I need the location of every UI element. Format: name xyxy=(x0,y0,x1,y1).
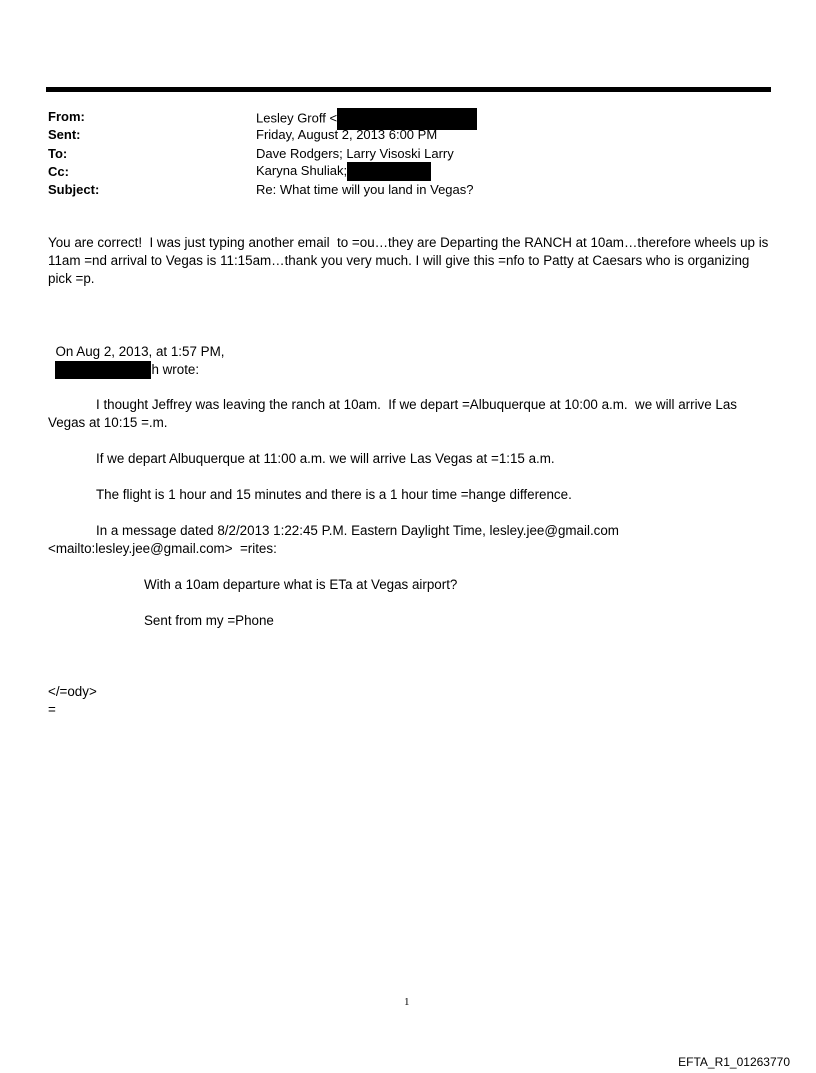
quoted-line: If we depart Albuquerque at 11:00 a.m. we will arrive Las Vegas at =1:15 a.m. xyxy=(96,451,555,466)
trailing-markup: </=ody> xyxy=(48,684,97,699)
trailing-markup: = xyxy=(48,702,56,717)
sent-value: Friday, August 2, 2013 6:00 PM xyxy=(256,127,438,142)
subject-value: Re: What time will you land in Vegas? xyxy=(256,182,474,197)
to-label: To: xyxy=(48,146,68,161)
from-label: From: xyxy=(48,109,85,124)
redaction-box xyxy=(347,162,431,181)
quoted-line: Vegas at 10:15 =.m. xyxy=(48,415,168,430)
quoted-line: In a message dated 8/2/2013 1:22:45 P.M. Eastern Daylight Time, lesley.jee@gmail.com xyxy=(96,523,619,538)
nested-quote-line: Sent from my =Phone xyxy=(144,613,274,628)
reply-line: 11am =nd arrival to Vegas is 11:15am…thank you very much. I will give this =nfo to Patty at Caesars who is organizing xyxy=(48,253,750,268)
subject-label: Subject: xyxy=(48,182,100,197)
from-name: Lesley Groff < xyxy=(256,110,338,126)
header-rule xyxy=(46,87,771,92)
reply-line: You are correct! I was just typing another email to =ou…they are Departing the RANCH at 10am…therefore wheels up is xyxy=(48,235,769,250)
cc-name: Karyna Shuliak; xyxy=(256,162,348,178)
cc-label: Cc: xyxy=(48,164,69,179)
quoted-line: <mailto:lesley.jee@gmail.com> =rites: xyxy=(48,541,277,556)
redaction-box xyxy=(55,361,151,379)
to-value: Dave Rodgers; Larry Visoski Larry xyxy=(256,146,454,161)
quoted-line: I thought Jeffrey was leaving the ranch at 10am. If we depart =Albuquerque at 10:00 a.m. we will arrive Las xyxy=(96,397,738,412)
quoted-line: The flight is 1 hour and 15 minutes and there is a 1 hour time =hange difference. xyxy=(96,487,572,502)
quote-prefix: On Aug 2, 2013, at 1:57 PM, xyxy=(55,344,225,359)
page-number: 1 xyxy=(404,996,410,1008)
document-id: EFTA_R1_01263770 xyxy=(678,1055,790,1069)
quote-suffix: h wrote: xyxy=(151,362,200,377)
sent-label: Sent: xyxy=(48,127,81,142)
cc-value xyxy=(256,162,431,181)
quote-attribution xyxy=(48,325,224,379)
nested-quote-line: With a 10am departure what is ETa at Vegas airport? xyxy=(144,577,458,592)
reply-line: pick =p. xyxy=(48,271,95,286)
